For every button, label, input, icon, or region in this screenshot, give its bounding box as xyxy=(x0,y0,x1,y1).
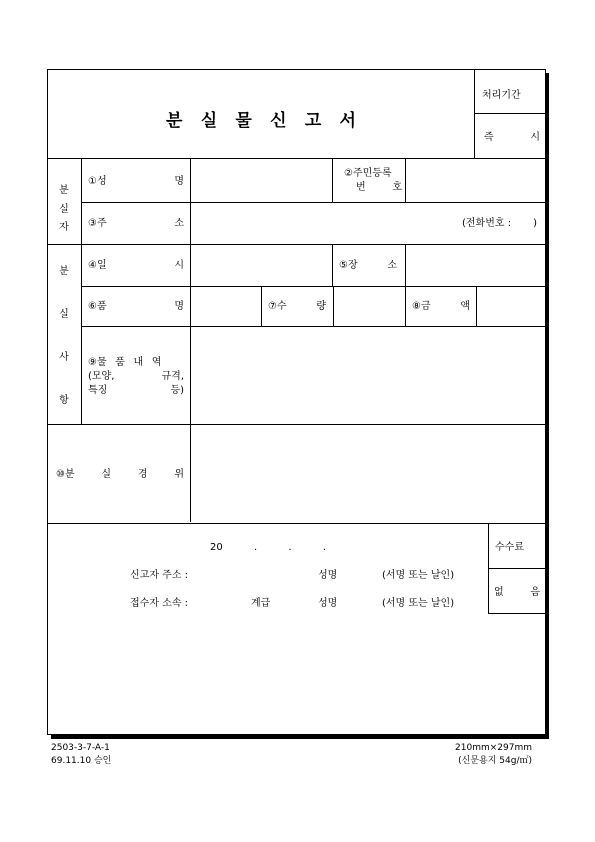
approval-date: 69.11.10 승인 xyxy=(51,756,112,766)
label-circumstances: ⑩분 실 경 위 xyxy=(56,469,184,480)
label-place: ⑤장 소 xyxy=(339,260,397,271)
input-reporter-address[interactable] xyxy=(204,567,314,583)
paper-type: (신문용지 54g/㎡) xyxy=(458,756,532,766)
form-title: 분 실 물 신 고 서 xyxy=(166,111,356,131)
form-code: 2503-3-7-A-1 xyxy=(51,743,110,753)
label-phone: (전화번호 : ) xyxy=(462,218,537,229)
fee-value: 없 음 xyxy=(494,587,540,598)
processing-period-value: 즉 시 xyxy=(484,132,540,143)
label-amount: ⑧금 액 xyxy=(412,301,470,312)
reporter-name-label: 성명 xyxy=(318,570,338,581)
label-name: ①성 명 xyxy=(88,176,184,187)
input-circumstances[interactable] xyxy=(191,425,545,522)
input-item-detail[interactable] xyxy=(191,327,545,423)
input-rrn[interactable] xyxy=(406,159,545,201)
label-address: ③주 소 xyxy=(88,218,184,229)
label-item-name: ⑥품 명 xyxy=(88,301,184,312)
input-name[interactable] xyxy=(191,159,332,201)
report-date: 20 . . . xyxy=(210,542,326,553)
paper-size: 210mm×297mm xyxy=(455,743,532,753)
label-quantity: ⑦수 량 xyxy=(268,301,326,312)
footer-right xyxy=(420,742,532,768)
lost-item-report-form xyxy=(47,69,546,735)
label-rrn-line2: 번 호 xyxy=(356,182,402,193)
input-datetime[interactable] xyxy=(191,245,332,285)
section-label-lost-person: 분 실 자 xyxy=(59,185,69,233)
footer-left xyxy=(51,742,111,768)
receiver-unit-label: 접수자 소속 : xyxy=(130,598,189,609)
label-item-detail: ⑨물 품 내 역 (모양, 규격, 특징 등) xyxy=(88,357,184,396)
input-amount[interactable] xyxy=(477,287,545,326)
receiver-name-label: 성명 xyxy=(318,598,338,609)
label-datetime: ④일 시 xyxy=(88,260,184,271)
input-item-name[interactable] xyxy=(191,287,261,326)
section-label-lost-items: 분 실 사 항 xyxy=(59,266,69,406)
processing-period-label: 처리기간 xyxy=(482,90,521,101)
label-rrn: ②주민등록 xyxy=(344,168,392,179)
reporter-address-label: 신고자 주소 : xyxy=(130,570,189,581)
fee-label: 수수료 xyxy=(495,542,524,553)
reporter-sign-label: (서명 또는 날인) xyxy=(382,570,455,581)
receiver-rank-label: 계급 xyxy=(251,598,271,609)
receiver-sign-label: (서명 또는 날인) xyxy=(382,598,455,609)
input-place[interactable] xyxy=(406,245,545,285)
input-quantity[interactable] xyxy=(334,287,405,326)
